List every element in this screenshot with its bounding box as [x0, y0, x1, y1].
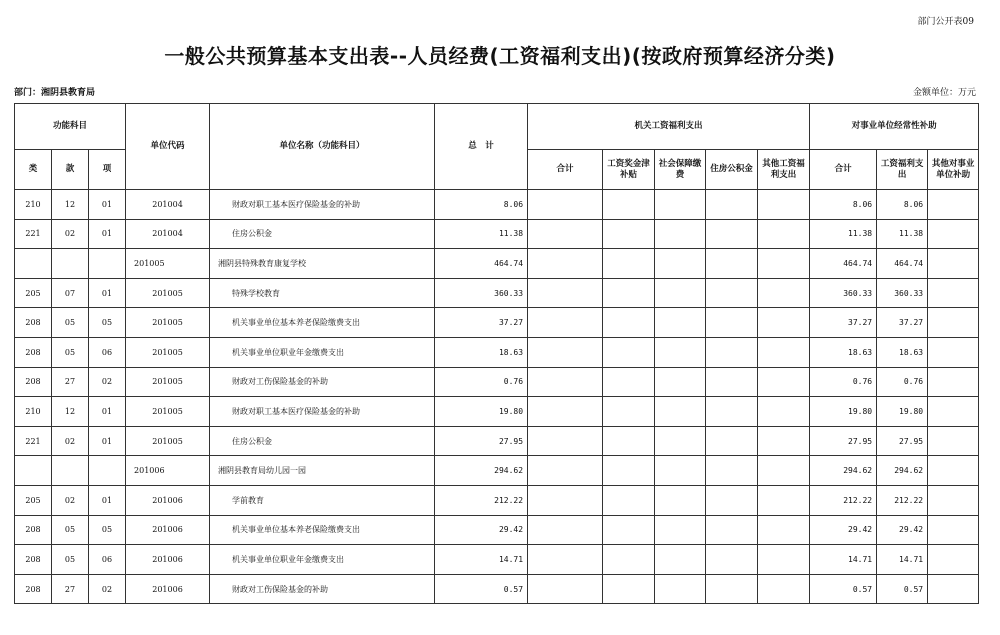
- cell-gov-social: [655, 574, 706, 604]
- cell-kuan: 05: [52, 545, 89, 575]
- cell-inst-wage: 18.63: [877, 337, 928, 367]
- cell-inst-wage: 294.62: [877, 456, 928, 486]
- cell-gov-wage: [603, 190, 655, 220]
- cell-unit-code: 201005: [126, 308, 210, 338]
- cell-unit-code: 201005: [126, 249, 210, 279]
- header-inst-wage: 工资福利支出: [877, 150, 928, 190]
- cell-xiang: 01: [89, 278, 126, 308]
- cell-unit-code: 201005: [126, 337, 210, 367]
- cell-xiang: 02: [89, 574, 126, 604]
- cell-xiang: 01: [89, 426, 126, 456]
- cell-gov-wage: [603, 397, 655, 427]
- cell-inst-wage: 11.38: [877, 219, 928, 249]
- cell-inst-wage: 8.06: [877, 190, 928, 220]
- table-body: [15, 190, 979, 604]
- cell-inst-other: [928, 574, 979, 604]
- cell-inst-wage: 37.27: [877, 308, 928, 338]
- cell-gov-social: [655, 219, 706, 249]
- cell-unit-name: 住房公积金: [210, 426, 435, 456]
- table-row: [15, 219, 979, 249]
- cell-kuan: [52, 456, 89, 486]
- cell-gov-other: [758, 190, 810, 220]
- header-gov-sum: 合计: [528, 150, 603, 190]
- cell-gov-housing: [706, 397, 758, 427]
- cell-gov-sum: [528, 485, 603, 515]
- cell-inst-wage: 212.22: [877, 485, 928, 515]
- cell-kuan: 07: [52, 278, 89, 308]
- cell-unit-name: 机关事业单位职业年金缴费支出: [210, 337, 435, 367]
- cell-total: 11.38: [435, 219, 528, 249]
- cell-gov-social: [655, 308, 706, 338]
- header-unit-name: 单位名称（功能科目）: [210, 104, 435, 190]
- cell-gov-sum: [528, 190, 603, 220]
- table-row: [15, 574, 979, 604]
- cell-gov-wage: [603, 545, 655, 575]
- cell-unit-code: 201005: [126, 278, 210, 308]
- header-lei: 类: [15, 150, 52, 190]
- cell-gov-sum: [528, 545, 603, 575]
- header-total: 总 计: [435, 104, 528, 190]
- amount-unit-label: 金额单位：万元: [912, 88, 976, 98]
- header-inst-sum: 合计: [810, 150, 877, 190]
- cell-xiang: 05: [89, 515, 126, 545]
- cell-gov-other: [758, 515, 810, 545]
- budget-table: [14, 103, 979, 604]
- cell-gov-other: [758, 545, 810, 575]
- cell-lei: 208: [15, 515, 52, 545]
- cell-kuan: 27: [52, 574, 89, 604]
- cell-total: 464.74: [435, 249, 528, 279]
- cell-gov-housing: [706, 485, 758, 515]
- cell-gov-other: [758, 249, 810, 279]
- header-gov-other: 其他工资福利支出: [758, 150, 810, 190]
- cell-gov-social: [655, 426, 706, 456]
- cell-xiang: 06: [89, 337, 126, 367]
- cell-unit-name: 机关事业单位基本养老保险缴费支出: [210, 515, 435, 545]
- cell-unit-code: 201006: [126, 574, 210, 604]
- cell-total: 27.95: [435, 426, 528, 456]
- cell-unit-code: 201006: [126, 456, 210, 486]
- cell-lei: 208: [15, 574, 52, 604]
- cell-gov-other: [758, 426, 810, 456]
- cell-gov-social: [655, 337, 706, 367]
- cell-gov-wage: [603, 515, 655, 545]
- cell-gov-wage: [603, 426, 655, 456]
- cell-kuan: 05: [52, 515, 89, 545]
- cell-total: 294.62: [435, 456, 528, 486]
- table-row: [15, 337, 979, 367]
- department-label: 部门：湘阴县教育局: [14, 88, 96, 98]
- cell-gov-sum: [528, 456, 603, 486]
- table-row: [15, 456, 979, 486]
- cell-gov-wage: [603, 337, 655, 367]
- cell-kuan: 02: [52, 219, 89, 249]
- cell-gov-social: [655, 367, 706, 397]
- cell-gov-sum: [528, 426, 603, 456]
- cell-gov-other: [758, 219, 810, 249]
- cell-gov-other: [758, 278, 810, 308]
- cell-gov-other: [758, 367, 810, 397]
- cell-lei: [15, 249, 52, 279]
- cell-inst-sum: 27.95: [810, 426, 877, 456]
- cell-xiang: 06: [89, 545, 126, 575]
- header-gov-social: 社会保障缴费: [655, 150, 706, 190]
- cell-gov-social: [655, 545, 706, 575]
- cell-total: 29.42: [435, 515, 528, 545]
- cell-inst-other: [928, 456, 979, 486]
- cell-unit-name: 财政对工伤保险基金的补助: [210, 367, 435, 397]
- cell-gov-wage: [603, 249, 655, 279]
- cell-gov-social: [655, 278, 706, 308]
- cell-lei: 221: [15, 219, 52, 249]
- cell-unit-name: 湘阴县特殊教育康复学校: [210, 249, 435, 279]
- cell-gov-wage: [603, 278, 655, 308]
- cell-xiang: [89, 456, 126, 486]
- cell-inst-sum: 37.27: [810, 308, 877, 338]
- cell-gov-wage: [603, 574, 655, 604]
- table-row: [15, 426, 979, 456]
- cell-gov-housing: [706, 574, 758, 604]
- cell-gov-other: [758, 337, 810, 367]
- cell-inst-other: [928, 397, 979, 427]
- cell-kuan: [52, 249, 89, 279]
- cell-unit-code: 201004: [126, 219, 210, 249]
- cell-inst-sum: 294.62: [810, 456, 877, 486]
- cell-lei: 208: [15, 308, 52, 338]
- cell-gov-social: [655, 397, 706, 427]
- cell-inst-wage: 14.71: [877, 545, 928, 575]
- cell-gov-housing: [706, 337, 758, 367]
- cell-gov-social: [655, 190, 706, 220]
- cell-inst-sum: 11.38: [810, 219, 877, 249]
- cell-inst-other: [928, 545, 979, 575]
- cell-gov-sum: [528, 367, 603, 397]
- cell-gov-housing: [706, 308, 758, 338]
- cell-unit-name: 住房公积金: [210, 219, 435, 249]
- cell-kuan: 12: [52, 397, 89, 427]
- cell-kuan: 12: [52, 190, 89, 220]
- header-unit-code: 单位代码: [126, 104, 210, 190]
- cell-unit-code: 201006: [126, 515, 210, 545]
- cell-inst-sum: 14.71: [810, 545, 877, 575]
- cell-gov-other: [758, 456, 810, 486]
- cell-total: 18.63: [435, 337, 528, 367]
- cell-inst-sum: 0.57: [810, 574, 877, 604]
- page-title: 一般公共预算基本支出表--人员经费(工资福利支出)(按政府预算经济分类): [164, 44, 836, 68]
- header-gov-wage: 工资奖金津补贴: [603, 150, 655, 190]
- cell-unit-code: 201004: [126, 190, 210, 220]
- cell-inst-sum: 29.42: [810, 515, 877, 545]
- table-row: [15, 397, 979, 427]
- cell-unit-name: 学前教育: [210, 485, 435, 515]
- cell-gov-sum: [528, 574, 603, 604]
- cell-inst-sum: 8.06: [810, 190, 877, 220]
- table-row: [15, 278, 979, 308]
- table-row: [15, 367, 979, 397]
- table-number-label: 部门公开表09: [917, 17, 974, 27]
- cell-unit-code: 201005: [126, 426, 210, 456]
- cell-unit-code: 201005: [126, 367, 210, 397]
- cell-inst-other: [928, 190, 979, 220]
- cell-unit-name: 财政对职工基本医疗保险基金的补助: [210, 190, 435, 220]
- table-row: [15, 249, 979, 279]
- table-row: [15, 545, 979, 575]
- cell-inst-other: [928, 367, 979, 397]
- cell-unit-name: 财政对职工基本医疗保险基金的补助: [210, 397, 435, 427]
- cell-inst-sum: 0.76: [810, 367, 877, 397]
- header-row-1: [15, 104, 979, 150]
- table-row: [15, 515, 979, 545]
- cell-kuan: 02: [52, 485, 89, 515]
- cell-gov-other: [758, 574, 810, 604]
- cell-gov-wage: [603, 367, 655, 397]
- cell-total: 0.57: [435, 574, 528, 604]
- cell-xiang: 01: [89, 397, 126, 427]
- header-gov-wage-welfare: 机关工资福利支出: [528, 104, 810, 150]
- cell-inst-wage: 0.57: [877, 574, 928, 604]
- cell-unit-name: 机关事业单位基本养老保险缴费支出: [210, 308, 435, 338]
- cell-inst-wage: 360.33: [877, 278, 928, 308]
- cell-gov-other: [758, 485, 810, 515]
- cell-gov-social: [655, 485, 706, 515]
- cell-inst-other: [928, 426, 979, 456]
- cell-inst-other: [928, 308, 979, 338]
- header-gov-housing: 住房公积金: [706, 150, 758, 190]
- cell-gov-housing: [706, 190, 758, 220]
- cell-inst-other: [928, 249, 979, 279]
- table-row: [15, 308, 979, 338]
- cell-lei: [15, 456, 52, 486]
- cell-total: 8.06: [435, 190, 528, 220]
- cell-lei: 208: [15, 545, 52, 575]
- cell-gov-sum: [528, 397, 603, 427]
- cell-gov-housing: [706, 515, 758, 545]
- cell-inst-sum: 212.22: [810, 485, 877, 515]
- cell-xiang: 05: [89, 308, 126, 338]
- cell-total: 37.27: [435, 308, 528, 338]
- cell-inst-sum: 360.33: [810, 278, 877, 308]
- cell-gov-housing: [706, 367, 758, 397]
- cell-lei: 210: [15, 190, 52, 220]
- cell-gov-housing: [706, 426, 758, 456]
- cell-inst-other: [928, 337, 979, 367]
- cell-xiang: 01: [89, 190, 126, 220]
- header-func-subject: 功能科目: [15, 104, 126, 150]
- cell-gov-housing: [706, 545, 758, 575]
- cell-gov-sum: [528, 515, 603, 545]
- cell-total: 0.76: [435, 367, 528, 397]
- header-xiang: 项: [89, 150, 126, 190]
- cell-gov-sum: [528, 219, 603, 249]
- cell-inst-wage: 0.76: [877, 367, 928, 397]
- header-kuan: 款: [52, 150, 89, 190]
- cell-inst-wage: 464.74: [877, 249, 928, 279]
- cell-gov-sum: [528, 308, 603, 338]
- cell-unit-code: 201006: [126, 485, 210, 515]
- cell-inst-other: [928, 515, 979, 545]
- cell-total: 360.33: [435, 278, 528, 308]
- cell-gov-housing: [706, 219, 758, 249]
- cell-inst-other: [928, 485, 979, 515]
- cell-lei: 205: [15, 485, 52, 515]
- cell-kuan: 05: [52, 308, 89, 338]
- cell-gov-housing: [706, 249, 758, 279]
- cell-inst-wage: 19.80: [877, 397, 928, 427]
- cell-total: 14.71: [435, 545, 528, 575]
- cell-inst-sum: 19.80: [810, 397, 877, 427]
- cell-gov-social: [655, 456, 706, 486]
- cell-lei: 221: [15, 426, 52, 456]
- cell-gov-other: [758, 397, 810, 427]
- cell-gov-wage: [603, 308, 655, 338]
- cell-kuan: 27: [52, 367, 89, 397]
- cell-xiang: 01: [89, 219, 126, 249]
- cell-xiang: 01: [89, 485, 126, 515]
- cell-xiang: [89, 249, 126, 279]
- cell-gov-other: [758, 308, 810, 338]
- cell-unit-name: 特殊学校教育: [210, 278, 435, 308]
- cell-gov-social: [655, 249, 706, 279]
- cell-inst-sum: 464.74: [810, 249, 877, 279]
- cell-gov-housing: [706, 456, 758, 486]
- cell-unit-code: 201005: [126, 397, 210, 427]
- cell-lei: 208: [15, 367, 52, 397]
- cell-gov-social: [655, 515, 706, 545]
- header-inst-other: 其他对事业单位补助: [928, 150, 979, 190]
- cell-gov-sum: [528, 278, 603, 308]
- cell-total: 212.22: [435, 485, 528, 515]
- cell-inst-other: [928, 219, 979, 249]
- table-row: [15, 190, 979, 220]
- cell-gov-housing: [706, 278, 758, 308]
- cell-unit-code: 201006: [126, 545, 210, 575]
- cell-lei: 205: [15, 278, 52, 308]
- cell-gov-wage: [603, 456, 655, 486]
- cell-gov-sum: [528, 337, 603, 367]
- cell-total: 19.80: [435, 397, 528, 427]
- header-institution-subsidy: 对事业单位经常性补助: [810, 104, 979, 150]
- cell-inst-wage: 27.95: [877, 426, 928, 456]
- cell-gov-sum: [528, 249, 603, 279]
- cell-lei: 210: [15, 397, 52, 427]
- table-row: [15, 485, 979, 515]
- cell-xiang: 02: [89, 367, 126, 397]
- cell-kuan: 05: [52, 337, 89, 367]
- cell-lei: 208: [15, 337, 52, 367]
- cell-unit-name: 财政对工伤保险基金的补助: [210, 574, 435, 604]
- cell-unit-name: 机关事业单位职业年金缴费支出: [210, 545, 435, 575]
- cell-inst-sum: 18.63: [810, 337, 877, 367]
- cell-inst-other: [928, 278, 979, 308]
- cell-unit-name: 湘阴县教育局幼儿园一园: [210, 456, 435, 486]
- cell-kuan: 02: [52, 426, 89, 456]
- cell-gov-wage: [603, 485, 655, 515]
- cell-gov-wage: [603, 219, 655, 249]
- cell-inst-wage: 29.42: [877, 515, 928, 545]
